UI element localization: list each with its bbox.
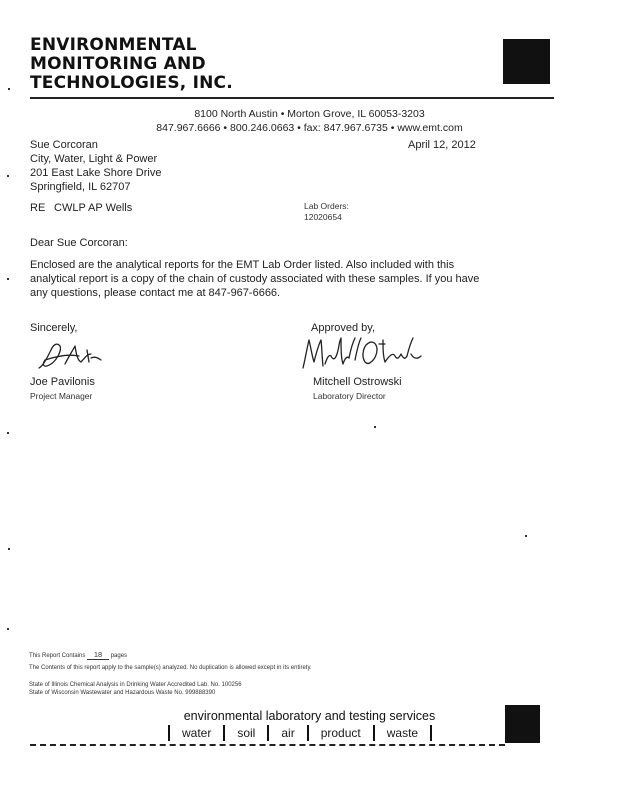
signer1-title: Project Manager <box>30 391 93 401</box>
service-tag: waste <box>373 725 432 741</box>
letter-date: April 12, 2012 <box>408 139 476 151</box>
footer-rule <box>30 744 505 746</box>
footer-square-icon <box>505 705 540 743</box>
re-label: RE <box>30 202 46 214</box>
report-contains-prefix: This Report Contains <box>29 653 86 659</box>
company-name-line: ENVIRONMENTAL <box>30 35 197 55</box>
service-tag: product <box>307 725 373 741</box>
company-address: 8100 North Austin • Morton Grove, IL 60053-3203 <box>194 108 425 120</box>
letter-body: Enclosed are the analytical reports for the EMT Lab Order listed. Also included with this analytical report is a copy of the chain of custody associated with these samples. If you have any questions, please contact me at 847-967-6666. <box>30 259 480 299</box>
approved-by: Approved by, <box>311 322 376 334</box>
signer1-name: Joe Pavilonis <box>30 376 95 388</box>
page-count: 18 <box>87 650 109 660</box>
scan-speck <box>8 88 10 90</box>
report-page-count <box>29 650 127 660</box>
recipient-line: 201 East Lake Shore Drive <box>30 167 162 179</box>
signer2-name: Mitchell Ostrowski <box>313 376 402 388</box>
scan-speck <box>7 432 9 434</box>
accreditation-wisconsin: State of Wisconsin Wastewater and Hazardous Waste No. 999888390 <box>29 690 216 696</box>
signature-mitchell-ostrowski <box>299 334 424 372</box>
lab-orders-label: Lab Orders: <box>304 201 349 211</box>
logo-square-icon <box>503 39 550 84</box>
scan-speck <box>7 278 9 280</box>
service-tag: soil <box>223 725 267 741</box>
footer-tagline: environmental laboratory and testing services <box>183 709 436 723</box>
scan-speck <box>525 535 527 537</box>
scan-speck <box>7 175 9 177</box>
company-name-line: TECHNOLOGIES, INC. <box>30 73 233 93</box>
scan-speck <box>8 548 10 550</box>
company-name-line: MONITORING AND <box>30 54 206 74</box>
closing: Sincerely, <box>30 322 78 334</box>
recipient-line: Sue Corcoran <box>30 139 98 151</box>
service-tag: air <box>267 725 306 741</box>
accreditation-illinois: State of Illinois Chemical Analysis in Drinking Water Accredited Lab. No. 100256 <box>29 682 242 688</box>
salutation: Dear Sue Corcoran: <box>30 237 128 249</box>
recipient-line: City, Water, Light & Power <box>30 153 158 165</box>
service-tag: water <box>168 725 223 741</box>
lab-orders-value: 12020654 <box>304 212 342 222</box>
service-tags <box>168 724 432 742</box>
company-name <box>30 36 233 93</box>
scan-speck <box>374 426 376 428</box>
recipient-line: Springfield, IL 62707 <box>30 181 131 193</box>
report-notice: The Contents of this report apply to the sample(s) analyzed. No duplication is allowed except in its entirety. <box>29 665 312 671</box>
company-contact: 847.967.6666 • 800.246.0663 • fax: 847.967.6735 • www.emt.com <box>156 122 463 134</box>
scan-speck <box>7 628 9 630</box>
signature-joe-pavilonis <box>35 336 105 372</box>
header-rule <box>30 97 554 99</box>
recipient-block <box>30 138 161 194</box>
signer2-title: Laboratory Director <box>313 391 386 401</box>
report-contains-suffix: pages <box>110 653 128 659</box>
re-value: CWLP AP Wells <box>54 202 133 214</box>
